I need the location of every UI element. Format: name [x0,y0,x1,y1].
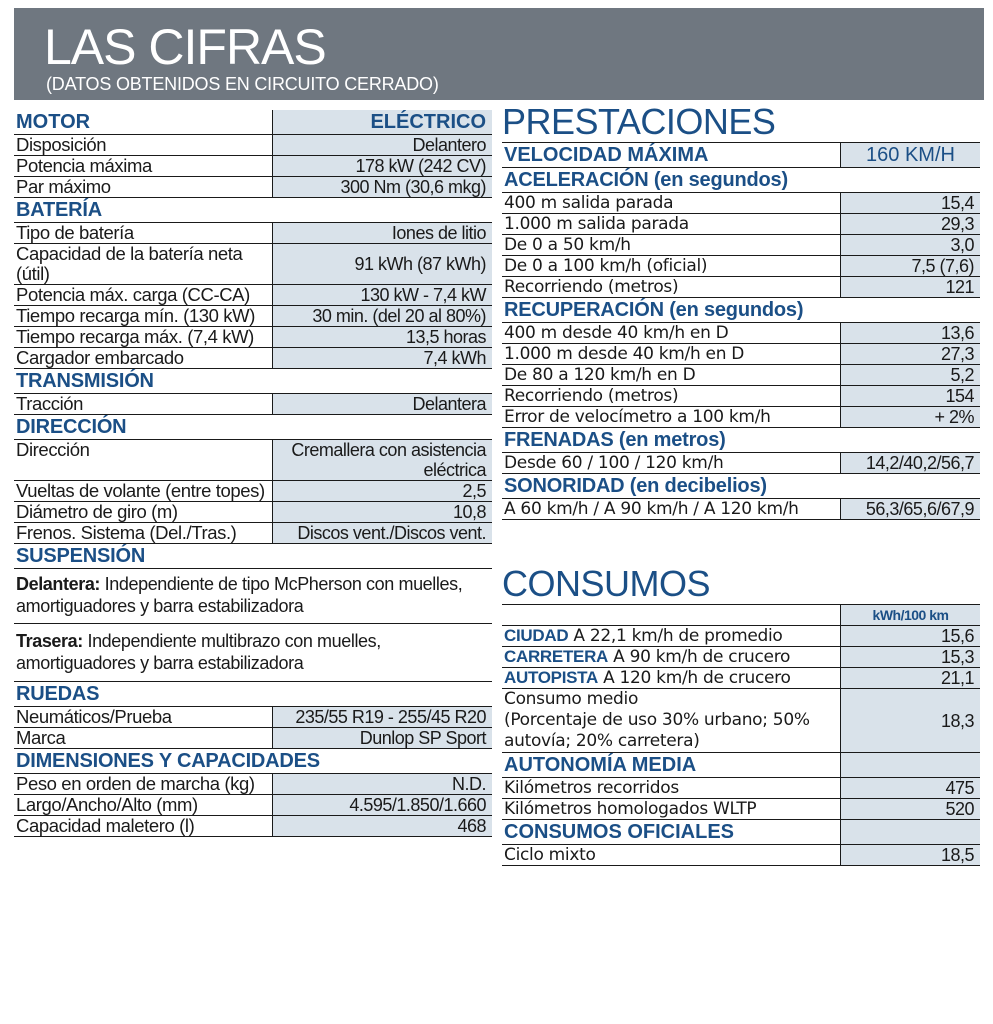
frenadas-subtitle: (en metros) [618,429,726,451]
table-row [14,795,492,816]
table-row [502,235,980,256]
suspension-front [14,573,492,617]
row-label: Kilómetros recorridos [504,778,679,798]
table-row [14,135,492,156]
row-label: De 0 a 100 km/h (oficial) [504,256,708,276]
sonoridad-subtitle: (en decibelios) [629,475,767,497]
row-label: Desde 60 / 100 / 120 km/h [504,453,724,473]
table-row [502,214,980,235]
row-value: 10,8 [272,502,492,522]
ciudad-text: A 22,1 km/h de promedio [573,626,783,646]
row-value: 468 [272,816,492,836]
row-label: Tipo de batería [16,223,134,243]
row-value: 56,3/65,6/67,9 [840,499,980,519]
table-row [14,177,492,198]
direccion-rows [14,440,492,544]
suspension-title: SUSPENSIÓN [14,544,492,569]
motor-title: MOTOR [16,111,91,133]
row-value: 5,2 [840,365,980,385]
motor-header [14,110,492,135]
row-value: 15,4 [840,193,980,213]
row-label: Potencia máxima [16,156,152,176]
dimensiones-rows [14,774,492,837]
medio-text: (Porcentaje de uso 30% urbano; 50% autovía; 20% carretera) [504,710,810,751]
recuperacion-rows [502,323,980,428]
row-label: Potencia máx. carga (CC-CA) [16,285,250,305]
row-value: Iones de litio [272,223,492,243]
row-label: Recorriendo (metros) [504,277,679,297]
table-row [14,244,492,285]
table-row [14,156,492,177]
table-row [502,386,980,407]
consumo-autopista-value: 21,1 [840,668,980,688]
table-row [14,728,492,749]
consumo-autopista-label [502,668,840,688]
row-value: 13,5 horas [272,327,492,347]
table-row [502,799,980,820]
table-row [502,193,980,214]
table-row [14,707,492,728]
suspension-front-label: Delantera: [16,574,101,594]
table-row [14,523,492,544]
table-row [502,453,980,474]
row-label: Kilómetros homologados WLTP [504,799,757,819]
row-label: De 80 a 120 km/h en D [504,365,696,385]
recuperacion-title-text: RECUPERACIÓN [504,299,664,321]
direccion-title: DIRECCIÓN [14,415,492,440]
row-label: Vueltas de volante (entre topes) [16,481,265,501]
divider [14,674,492,682]
row-value: 27,3 [840,344,980,364]
row-value: Discos vent./Discos vent. [272,523,492,543]
row-value: 154 [840,386,980,406]
ciudad-keyword: CIUDAD [504,626,569,645]
blank-cell [840,820,980,844]
oficiales-header [502,820,980,845]
row-label: Capacidad maletero (l) [16,816,195,836]
row-value: 235/55 R19 - 255/45 R20 [272,707,492,727]
motor-type: ELÉCTRICO [272,110,492,134]
consumo-ciudad-value: 15,6 [840,626,980,646]
table-row [502,365,980,386]
specs-column [14,110,492,837]
row-value: 2,5 [272,481,492,501]
page-subtitle: (DATOS OBTENIDOS EN CIRCUITO CERRADO) [46,74,439,94]
table-row [502,344,980,365]
motor-rows [14,135,492,198]
row-label: De 0 a 50 km/h [504,235,631,255]
oficiales-rows [502,845,980,866]
table-row [502,499,980,520]
suspension-rear-label: Trasera: [16,631,83,651]
row-value: 4.595/1.850/1.660 [272,795,492,815]
frenadas-rows [502,453,980,474]
consumo-carretera-label [502,647,840,667]
row-value: 178 kW (242 CV) [272,156,492,176]
row-value: 30 min. (del 20 al 80%) [272,306,492,326]
consumo-medio-row [502,689,980,753]
row-value: 300 Nm (30,6 mkg) [272,177,492,197]
row-label: 400 m desde 40 km/h en D [504,323,729,343]
consumo-medio-value: 18,3 [840,689,980,752]
table-row [14,816,492,837]
row-label: Tiempo recarga mín. (130 kW) [16,306,255,326]
row-value: 18,5 [840,845,980,865]
row-label: Marca [16,728,66,748]
row-label: 1.000 m salida parada [504,214,689,234]
consumos-unit-row [502,604,980,626]
blank-cell [840,753,980,777]
suspension-front-text: Independiente de tipo McPherson con muelles, amortiguadores y barra estabilizadora [16,574,463,616]
row-value: 130 kW - 7,4 kW [272,285,492,305]
row-value: Delantero [272,135,492,155]
performance-column [502,102,980,866]
row-value: 7,5 (7,6) [840,256,980,276]
table-row [502,323,980,344]
row-value: 3,0 [840,235,980,255]
aceleracion-rows [502,193,980,298]
transmision-title: TRANSMISIÓN [14,369,492,394]
consumo-ciudad-row [502,626,980,647]
autopista-keyword: AUTOPISTA [504,668,598,687]
vmax-value: 160 KM/H [840,143,980,167]
row-label: Frenos. Sistema (Del./Tras.) [16,523,237,543]
row-value: 121 [840,277,980,297]
recuperacion-subtitle: (en segundos) [669,299,804,321]
transmision-rows [14,394,492,415]
table-row [14,481,492,502]
row-label: Par máximo [16,177,111,197]
row-label: 1.000 m desde 40 km/h en D [504,344,745,364]
row-label: Disposición [16,135,107,155]
aceleracion-subtitle: (en segundos) [653,169,788,191]
ruedas-rows [14,707,492,749]
prestaciones-title: PRESTACIONES [502,101,776,142]
row-value: 475 [840,778,980,798]
row-label: Diámetro de giro (m) [16,502,178,522]
consumos-unit: kWh/100 km [840,605,980,625]
autonomia-rows [502,778,980,820]
consumo-ciudad-label [502,626,840,646]
row-label: Error de velocímetro a 100 km/h [504,407,771,427]
row-value: 14,2/40,2/56,7 [840,453,980,473]
table-row [14,348,492,369]
table-row [502,256,980,277]
oficiales-title: CONSUMOS OFICIALES [504,821,735,843]
row-label: Cargador embarcado [16,348,184,368]
row-value: N.D. [272,774,492,794]
table-row [14,285,492,306]
table-row [502,778,980,799]
ruedas-title: RUEDAS [14,682,492,707]
table-row [14,306,492,327]
divider [14,623,492,624]
dimensiones-title: DIMENSIONES Y CAPACIDADES [14,749,492,774]
recuperacion-title [502,298,980,323]
autonomia-header [502,753,980,778]
row-value: Dunlop SP Sport [272,728,492,748]
row-label: Peso en orden de marcha (kg) [16,774,255,794]
sonoridad-rows [502,499,980,520]
blank-cell [502,605,840,625]
aceleracion-title [502,168,980,193]
bateria-rows [14,223,492,369]
row-label: Ciclo mixto [504,845,596,865]
bateria-title: BATERÍA [14,198,492,223]
row-label: Neumáticos/Prueba [16,707,172,727]
table-row [14,394,492,415]
suspension-rear [14,630,492,674]
carretera-keyword: CARRETERA [504,647,609,666]
row-value: + 2% [840,407,980,427]
autopista-text: A 120 km/h de crucero [603,668,791,688]
frenadas-title [502,428,980,453]
sonoridad-title [502,474,980,499]
row-value: Delantera [272,394,492,414]
vmax-label: VELOCIDAD MÁXIMA [504,144,709,166]
consumos-title: CONSUMOS [502,563,711,604]
table-row [502,407,980,428]
carretera-text: A 90 km/h de crucero [613,647,791,667]
sonoridad-title-text: SONORIDAD [504,475,625,497]
frenadas-title-text: FRENADAS [504,429,614,451]
row-label: Tiempo recarga máx. (7,4 kW) [16,327,254,347]
row-value: 13,6 [840,323,980,343]
table-row [14,327,492,348]
consumo-autopista-row [502,668,980,689]
table-row [502,845,980,866]
table-row [502,277,980,298]
consumo-carretera-value: 15,3 [840,647,980,667]
vmax-row [502,142,980,168]
aceleracion-title-text: ACELERACIÓN [504,169,649,191]
table-row [14,223,492,244]
autonomia-title: AUTONOMÍA MEDIA [504,754,697,776]
page-title: LAS CIFRAS [44,19,326,75]
table-row [14,774,492,795]
row-value: 91 kWh (87 kWh) [272,244,492,284]
row-label: A 60 km/h / A 90 km/h / A 120 km/h [504,499,799,519]
row-label: 400 m salida parada [504,193,674,213]
table-row [14,440,492,481]
row-label: Tracción [16,394,84,414]
row-label: Largo/Ancho/Alto (mm) [16,795,198,815]
medio-label: Consumo medio [504,689,639,709]
row-value: 29,3 [840,214,980,234]
consumo-medio-label [502,689,840,752]
row-value: Cremallera con asistencia eléctrica [272,440,492,480]
row-label: Recorriendo (metros) [504,386,679,406]
row-value: 520 [840,799,980,819]
row-label: Capacidad de la batería neta (útil) [16,244,243,284]
suspension-rear-text: Independiente multibrazo con muelles, amortiguadores y barra estabilizadora [16,631,381,673]
header-banner [14,8,984,100]
row-label: Dirección [16,440,90,460]
table-row [14,502,492,523]
row-value: 7,4 kWh [272,348,492,368]
consumo-carretera-row [502,647,980,668]
